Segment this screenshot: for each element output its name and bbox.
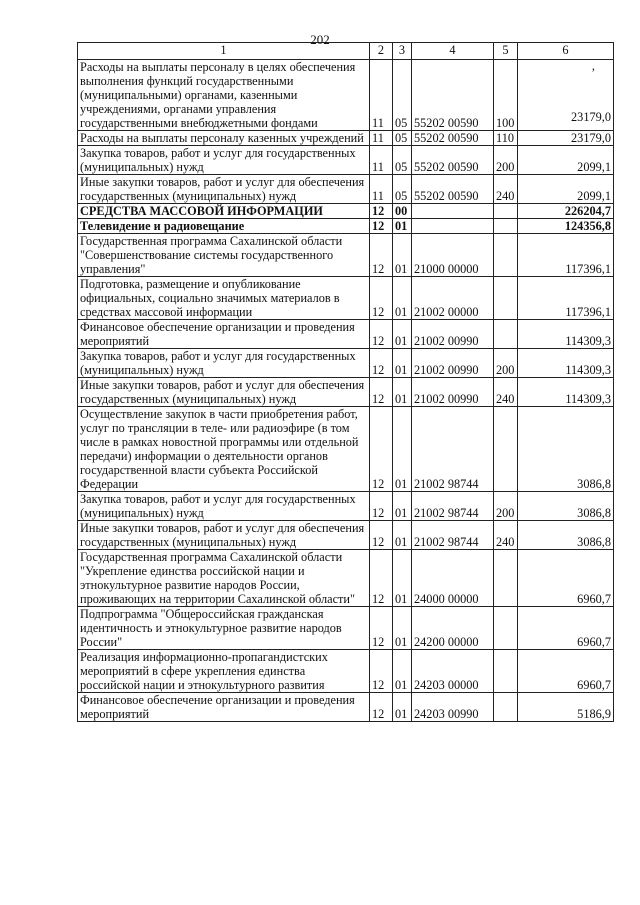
row-name: Закупка товаров, работ и услуг для государственных (муниципальных) нужд — [78, 349, 370, 378]
table-row — [78, 521, 614, 550]
row-amount: 114309,3 — [518, 349, 614, 378]
row-expense-type: 200 — [494, 492, 518, 521]
row-section-code: 12 — [370, 693, 393, 722]
row-target-article: 24203 00000 — [412, 650, 494, 693]
table-row — [78, 131, 614, 146]
row-expense-type — [494, 204, 518, 219]
row-subsection-code: 01 — [393, 521, 412, 550]
row-amount: 117396,1 — [518, 234, 614, 277]
row-subsection-code: 01 — [393, 234, 412, 277]
row-section-code: 11 — [370, 131, 393, 146]
table-row — [78, 550, 614, 607]
row-name: Государственная программа Сахалинской области "Совершенствование системы государственного управления" — [78, 234, 370, 277]
row-amount: 226204,7 — [518, 204, 614, 219]
header-row — [78, 43, 614, 60]
row-target-article: 21000 00000 — [412, 234, 494, 277]
row-section-code: 12 — [370, 407, 393, 492]
row-section-code: 11 — [370, 146, 393, 175]
page-number: 202 — [310, 32, 330, 47]
row-section-code: 12 — [370, 320, 393, 349]
table-row — [78, 407, 614, 492]
row-section-code: 12 — [370, 378, 393, 407]
row-section-code: 11 — [370, 175, 393, 204]
row-expense-type: 110 — [494, 131, 518, 146]
table-row — [78, 650, 614, 693]
row-amount: 2099,1 — [518, 146, 614, 175]
col-header-2: 2 — [370, 43, 393, 60]
row-subsection-code: 01 — [393, 277, 412, 320]
row-amount: 5186,9 — [518, 693, 614, 722]
row-target-article — [412, 204, 494, 219]
row-expense-type — [494, 219, 518, 234]
row-name: Расходы на выплаты персоналу казенных учреждений — [78, 131, 370, 146]
row-amount: 3086,8 — [518, 492, 614, 521]
row-subsection-code: 01 — [393, 650, 412, 693]
row-expense-type: 240 — [494, 521, 518, 550]
row-amount: , 23179,0 — [518, 60, 614, 131]
row-target-article: 24200 00000 — [412, 607, 494, 650]
row-target-article: 21002 00990 — [412, 320, 494, 349]
row-name: Осуществление закупок в части приобретения работ, услуг по трансляции в теле- или радиоэфире (в том числе в рамках новостной программы или отдельной передачи) информации о деятельности органов государственной власти субъекта Российской Федерации — [78, 407, 370, 492]
row-subsection-code: 01 — [393, 349, 412, 378]
row-target-article: 55202 00590 — [412, 175, 494, 204]
row-target-article: 21002 00990 — [412, 349, 494, 378]
row-name: Закупка товаров, работ и услуг для государственных (муниципальных) нужд — [78, 146, 370, 175]
budget-table — [77, 42, 614, 722]
row-section-code: 12 — [370, 219, 393, 234]
row-amount: 3086,8 — [518, 407, 614, 492]
row-amount: 6960,7 — [518, 550, 614, 607]
col-header-5: 5 — [494, 43, 518, 60]
table-row — [78, 219, 614, 234]
row-name: Иные закупки товаров, работ и услуг для обеспечения государственных (муниципальных) нужд — [78, 378, 370, 407]
row-section-code: 12 — [370, 234, 393, 277]
row-target-article: 24000 00000 — [412, 550, 494, 607]
table-row — [78, 234, 614, 277]
row-subsection-code: 05 — [393, 131, 412, 146]
row-subsection-code: 01 — [393, 378, 412, 407]
row-target-article: 21002 98744 — [412, 521, 494, 550]
row-expense-type — [494, 607, 518, 650]
row-expense-type: 200 — [494, 146, 518, 175]
row-target-article: 55202 00590 — [412, 146, 494, 175]
row-expense-type — [494, 693, 518, 722]
row-name: Финансовое обеспечение организации и проведения мероприятий — [78, 320, 370, 349]
row-subsection-code: 01 — [393, 219, 412, 234]
row-target-article: 21002 98744 — [412, 492, 494, 521]
row-target-article — [412, 219, 494, 234]
table-row — [78, 378, 614, 407]
row-subsection-code: 01 — [393, 492, 412, 521]
row-subsection-code: 01 — [393, 320, 412, 349]
row-subsection-code: 01 — [393, 550, 412, 607]
row-subsection-code: 01 — [393, 693, 412, 722]
row-expense-type — [494, 320, 518, 349]
row-amount: 117396,1 — [518, 277, 614, 320]
row-target-article: 24203 00990 — [412, 693, 494, 722]
table-row — [78, 175, 614, 204]
row-amount: 2099,1 — [518, 175, 614, 204]
row-target-article: 55202 00590 — [412, 131, 494, 146]
row-subsection-code: 05 — [393, 146, 412, 175]
table-row — [78, 320, 614, 349]
row-expense-type: 240 — [494, 175, 518, 204]
table-row — [78, 277, 614, 320]
row-section-code: 12 — [370, 607, 393, 650]
row-section-code: 12 — [370, 650, 393, 693]
table-row — [78, 60, 614, 131]
row-target-article: 55202 00590 — [412, 60, 494, 131]
row-expense-type — [494, 650, 518, 693]
row-expense-type: 100 — [494, 60, 518, 131]
table-row — [78, 693, 614, 722]
col-header-1: 1 — [78, 43, 370, 60]
row-name: Реализация информационно-пропагандистских мероприятий в сфере укрепления единства российской нации и этнокультурного развития — [78, 650, 370, 693]
row-section-code: 12 — [370, 349, 393, 378]
col-header-6: 6 — [518, 43, 614, 60]
row-name: Иные закупки товаров, работ и услуг для обеспечения государственных (муниципальных) нужд — [78, 521, 370, 550]
row-name: Подготовка, размещение и опубликование официальных, социально значимых материалов в средствах массовой информации — [78, 277, 370, 320]
row-amount: 124356,8 — [518, 219, 614, 234]
row-name: Телевидение и радиовещание — [78, 219, 370, 234]
tick-mark: , — [591, 59, 595, 73]
row-target-article: 21002 00990 — [412, 378, 494, 407]
table-row — [78, 492, 614, 521]
row-subsection-code: 05 — [393, 60, 412, 131]
row-expense-type — [494, 234, 518, 277]
row-section-code: 11 — [370, 60, 393, 131]
row-subsection-code: 00 — [393, 204, 412, 219]
row-subsection-code: 01 — [393, 607, 412, 650]
col-header-3: 3 — [393, 43, 412, 60]
row-expense-type: 240 — [494, 378, 518, 407]
row-amount: 23179,0 — [518, 131, 614, 146]
row-name: Государственная программа Сахалинской области "Укрепление единства российской нации и этнокультурное развитие народов России, проживающих на территории Сахалинской области" — [78, 550, 370, 607]
row-section-code: 12 — [370, 521, 393, 550]
row-expense-type — [494, 407, 518, 492]
row-section-code: 12 — [370, 277, 393, 320]
row-amount: 3086,8 — [518, 521, 614, 550]
row-name: СРЕДСТВА МАССОВОЙ ИНФОРМАЦИИ — [78, 204, 370, 219]
table-row — [78, 204, 614, 219]
table-row — [78, 349, 614, 378]
row-expense-type: 200 — [494, 349, 518, 378]
row-name: Финансовое обеспечение организации и проведения мероприятий — [78, 693, 370, 722]
row-amount: 114309,3 — [518, 378, 614, 407]
row-section-code: 12 — [370, 550, 393, 607]
row-subsection-code: 05 — [393, 175, 412, 204]
table-row — [78, 607, 614, 650]
row-name: Закупка товаров, работ и услуг для государственных (муниципальных) нужд — [78, 492, 370, 521]
row-amount: 6960,7 — [518, 650, 614, 693]
row-name: Иные закупки товаров, работ и услуг для обеспечения государственных (муниципальных) нужд — [78, 175, 370, 204]
row-target-article: 21002 98744 — [412, 407, 494, 492]
table-row — [78, 146, 614, 175]
row-section-code: 12 — [370, 492, 393, 521]
row-expense-type — [494, 277, 518, 320]
row-amount: 114309,3 — [518, 320, 614, 349]
row-amount: 6960,7 — [518, 607, 614, 650]
row-expense-type — [494, 550, 518, 607]
row-subsection-code: 01 — [393, 407, 412, 492]
row-section-code: 12 — [370, 204, 393, 219]
row-name: Подпрограмма "Общероссийская гражданская идентичность и этнокультурное развитие народов России" — [78, 607, 370, 650]
row-target-article: 21002 00000 — [412, 277, 494, 320]
row-name: Расходы на выплаты персоналу в целях обеспечения выполнения функций государственными (муниципальными) органами, казенными учреждениями, органами управления государственными внебюджетными фондами — [78, 60, 370, 131]
col-header-4: 4 — [412, 43, 494, 60]
